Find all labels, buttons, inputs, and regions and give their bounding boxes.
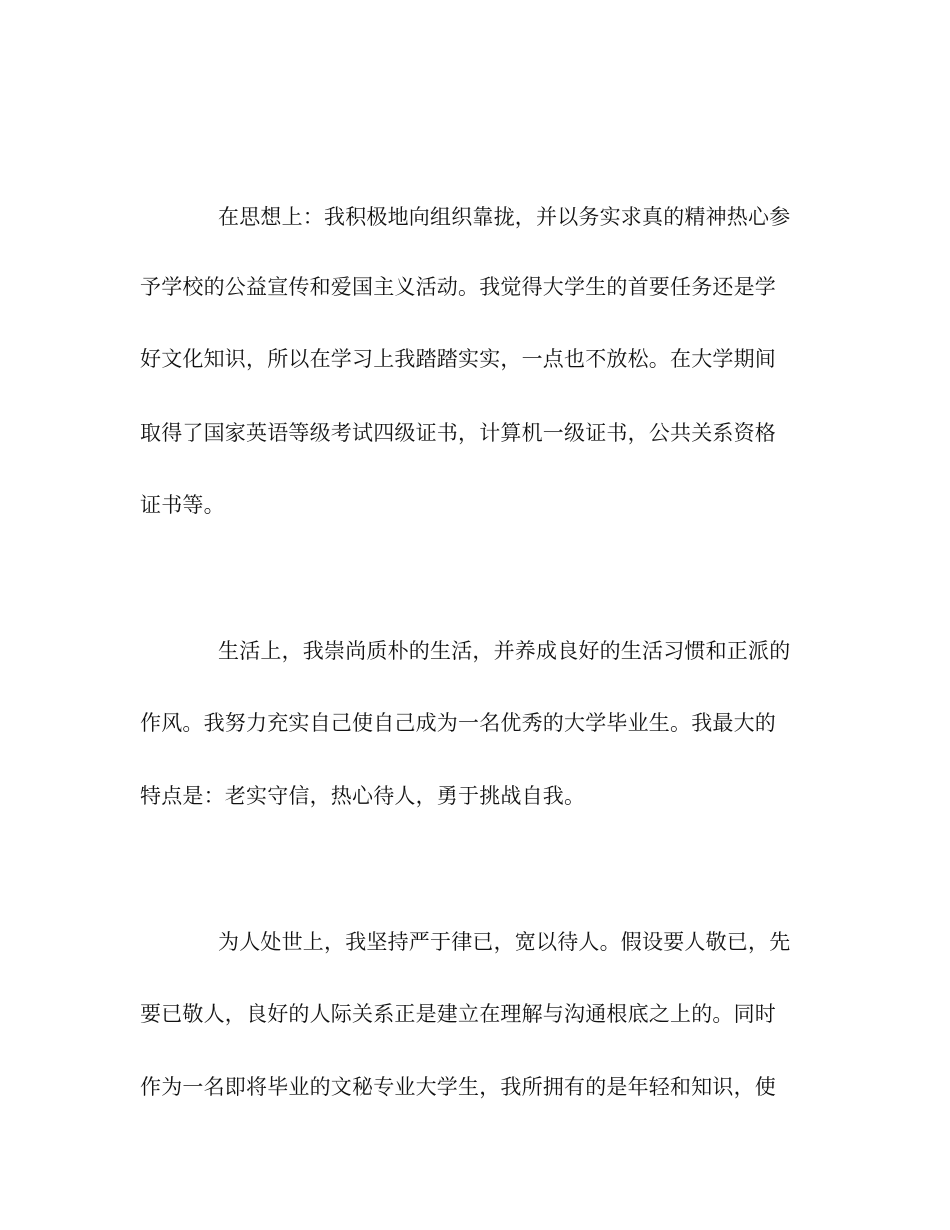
paragraph-3-line-2: 要已敬人，良好的人际关系正是建立在理解与沟通根底之上的。同时: [140, 1002, 776, 1026]
paragraph-1-line-4: 取得了国家英语等级考试四级证书，计算机一级证书，公共关系资格: [140, 421, 776, 445]
paragraph-3-line-1: 为人处世上，我坚持严于律已，宽以待人。假设要人敬已，先: [218, 930, 791, 954]
paragraph-1-line-5: 证书等。: [140, 493, 225, 517]
paragraph-1-line-2: 予学校的公益宣传和爱国主义活动。我觉得大学生的首要任务还是学: [140, 275, 776, 299]
paragraph-2-line-2: 作风。我努力充实自己使自己成为一名优秀的大学毕业生。我最大的: [140, 711, 776, 735]
paragraph-1-line-3: 好文化知识，所以在学习上我踏踏实实，一点也不放松。在大学期间: [140, 347, 776, 371]
paragraph-2-line-1: 生活上，我崇尚质朴的生活，并养成良好的生活习惯和正派的: [218, 639, 791, 663]
paragraph-2-line-3: 特点是：老实守信，热心待人，勇于挑战自我。: [140, 784, 586, 808]
paragraph-1-line-1: 在思想上：我积极地向组织靠拢，并以务实求真的精神热心参: [218, 205, 791, 229]
paragraph-3-line-3: 作为一名即将毕业的文秘专业大学生，我所拥有的是年轻和知识，使: [140, 1075, 776, 1099]
